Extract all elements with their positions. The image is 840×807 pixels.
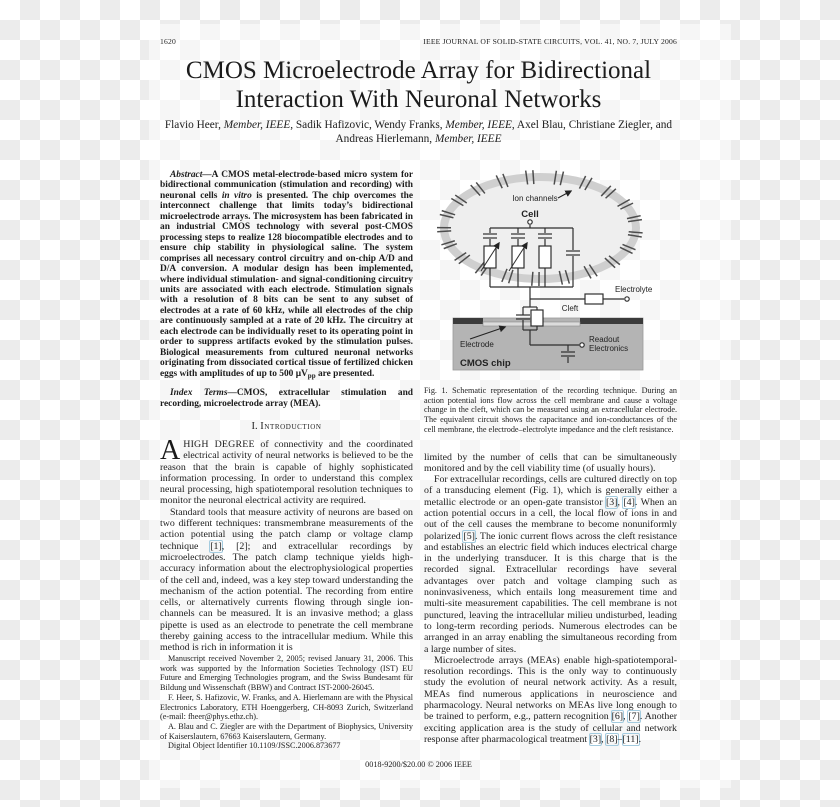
intro-paragraph-2: Standard tools that measure activity of neurons are based on two different techniques: transmembrane measurements of the action potential using the patch clamp or voltage clamp technique [1], [2]; and extracellular recordings by microelectrodes. The patch clamp technique yields high-accuracy information about the electrophysiological properties of the cell and, indeed, was a key step toward understanding the mechanism of the action potential. The recording from entire cells, or alternatively currents flowing through single ion-channels can be measured. It is an invasive method; a glass pipette is used as an electrode to penetrate the cell membrane thereby gaining access to the intracellular medium. While this method is rich in information it is (160, 506, 413, 654)
left-column (160, 170, 413, 654)
figure-caption-tag: Fig. 1. (424, 386, 448, 395)
running-header (160, 37, 677, 46)
electrolyte-label: Electrolyte (615, 285, 653, 294)
figure-caption-text: Schematic representation of the recording technique. During an action potential ions flow across the cell membrane and cause a voltage change in the cleft, which can be measured using an extracellular electrode. The equivalent circuit shows the capacitance and ion-conductances of the cell membrane, the electrode–electrolyte impedance and the cleft resistance. (424, 386, 678, 434)
citation-link[interactable]: [3] (605, 496, 618, 508)
right-column-body (424, 452, 677, 746)
paragraph-text: of connectivity and the coordinated electrical activity of neural networks is believed to be the reason that the brain is capable of highly sophisticated information processing. In order to understand this complex neural processing, high spatiotemporal resolution techniques to monitor the neuronal electrical activity are required. (160, 438, 413, 507)
cmos-chip-label: CMOS chip (460, 358, 511, 369)
figure-1-schematic (424, 170, 677, 378)
cell-terminal (528, 220, 532, 224)
citation-link[interactable]: [8] (606, 733, 618, 745)
citation-link[interactable]: [11] (622, 733, 639, 745)
passivation-bar-right (580, 318, 643, 324)
intro-paragraph-1 (160, 434, 413, 507)
paper-title: CMOS Microelectrode Array for Bidirectional Interaction With Neuronal Networks (185, 57, 652, 113)
readout-label-line1: Readout (589, 335, 620, 344)
right-column (424, 170, 677, 745)
journal-title: IEEE JOURNAL OF SOLID-STATE CIRCUITS, VOL. 41, NO. 7, JULY 2006 (423, 37, 677, 46)
ion-channels-label: Ion channels (512, 194, 558, 203)
passivation-bar-left (453, 318, 483, 324)
figure-1-caption (424, 386, 677, 435)
abstract: Abstract—A CMOS metal-electrode-based micro system for bidirectional communication (stimulation and recording) with neuronal cells in vitro is presented. The chip overcomes the interconnect challenge that limits today’s bidirectional microelectrode arrays. The microsystem has been fabricated in an industrial CMOS technology with several post-CMOS processing steps to realize 128 biocompatible electrodes and to ensure chip stability in physiological saline. The system comprises all necessary control circuitry and on-chip A/D and D/A conversion. A modular design has been implemented, where individual stimulation- and signal-conditioning circuitry units are associated with each electrode. Stimulation signals with a resolution of 8 bits can be sent to any subset of electrodes at a rate of 60 kHz, while all electrodes of the chip are continuously sampled at a rate of 20 kHz. The circuitry at each electrode can be individually reset to its operating point in order to suppress artifacts evoked by the stimulation pulses. Biological measurements from cultured neuronal networks originating from dissociated cortical tissue of fertilized chicken eggs with amplitudes of up to 500 $\mu V_{pp}$ are presented. (160, 170, 413, 380)
footnote-affiliation-2: A. Blau and C. Ziegler are with the Department of Biophysics, University of Kaiserslautern, 67663 Kaiserslautern, Germany. (160, 721, 413, 741)
citation-link[interactable]: [6] (611, 711, 624, 723)
section-name: Introduction (260, 420, 322, 432)
electrode-label: Electrode (460, 340, 494, 349)
first-page-footnote (160, 654, 413, 751)
citation-link[interactable]: [7] (628, 711, 640, 723)
citation-link[interactable]: [1] (210, 540, 222, 552)
cleft-label: Cleft (561, 304, 579, 313)
lead-in-caps: HIGH DEGREE (183, 438, 255, 450)
citation-link[interactable]: [5] (463, 530, 475, 542)
figure-1 (424, 170, 677, 435)
copyright-line: 0018-9200/$20.00 © 2006 IEEE (365, 760, 472, 769)
cell-label: Cell (521, 209, 539, 220)
readout-label-line2: Electronics (589, 344, 629, 353)
footnote-affiliation-1: F. Heer, S. Hafizovic, W. Franks, and A. Hierlemann are with the Physical Electronics Laboratory, ETH Hoenggerberg, CH-8093 Zurich, Switzerland (e-mail: fheer@phys.ethz.ch). (160, 692, 413, 722)
section-heading-introduction (160, 421, 413, 432)
section-number: I. (251, 420, 258, 432)
drop-cap: A (160, 434, 181, 466)
author-line: Flavio Heer, Member, IEEE, Sadik Hafizovic, Wendy Franks, Member, IEEE, Axel Blau, Christiane Ziegler, and Andreas Hierlemann, Member, IEEE (164, 119, 673, 145)
body-paragraph-meas: Microelectrode arrays (MEAs) enable high-spatiotemporal-resolution recordings. This is the only way to continuously study the evolution of neural network activity. As a result, MEAs find numerous applications in neuroscience and pharmacology. Neural networks on MEAs live long enough to be trained to perform, e.g., pattern recognition [6], [7]. Another exciting application area is the study of cellular and network response after pharmacological treatment [3], [8]–[11]. (424, 654, 677, 745)
body-paragraph-extracellular: For extracellular recordings, cells are cultured directly on top of a transducing element (Fig. 1), which is generally either a metallic electrode or an open-gate transistor [3], [4]. When an action potential occurs in a cell, the local flow of ions in and out of the cell causes the membrane to become nonuniformly polarized [5]. The ionic current flows across the cleft resistance and establishes an electric field which induces electrical charge in the underlying transducer. It is this charge that is the recorded signal. Extracellular recordings have several advantages over patch and voltage clamping such as noninvasiveness, which entails long measurement time and multi-site measurement capabilities. The cell membrane is not punctured, leaving the intracellular milieu undisturbed, leading to long-term recording periods. Numerous electrodes can be arranged in an array enabling the simultaneous recording from a large number of sites. (424, 474, 677, 655)
footnote-manuscript: Manuscript received November 2, 2005; revised January 31, 2006. This work was supported by the Information Societies Technology (IST) EU Future and Emerging Technologies program, and the Swiss Bundesamt für Bildung und Wissenschaft (BBW) and Contract IST-2000-26045. (160, 654, 413, 693)
citation-link[interactable]: [3] (589, 733, 602, 745)
body-paragraph-continuation: limited by the number of cells that can be simultaneously monitored and by the cell viability time (of usually hours). (424, 451, 677, 474)
index-terms: Index Terms—CMOS, extracellular stimulation and recording, microelectrode array (MEA). (160, 388, 413, 409)
citation-link[interactable]: [4] (623, 496, 635, 508)
page-number: 1620 (160, 37, 176, 46)
footnote-doi: Digital Object Identifier 10.1109/JSSC.2006.873677 (168, 741, 341, 751)
